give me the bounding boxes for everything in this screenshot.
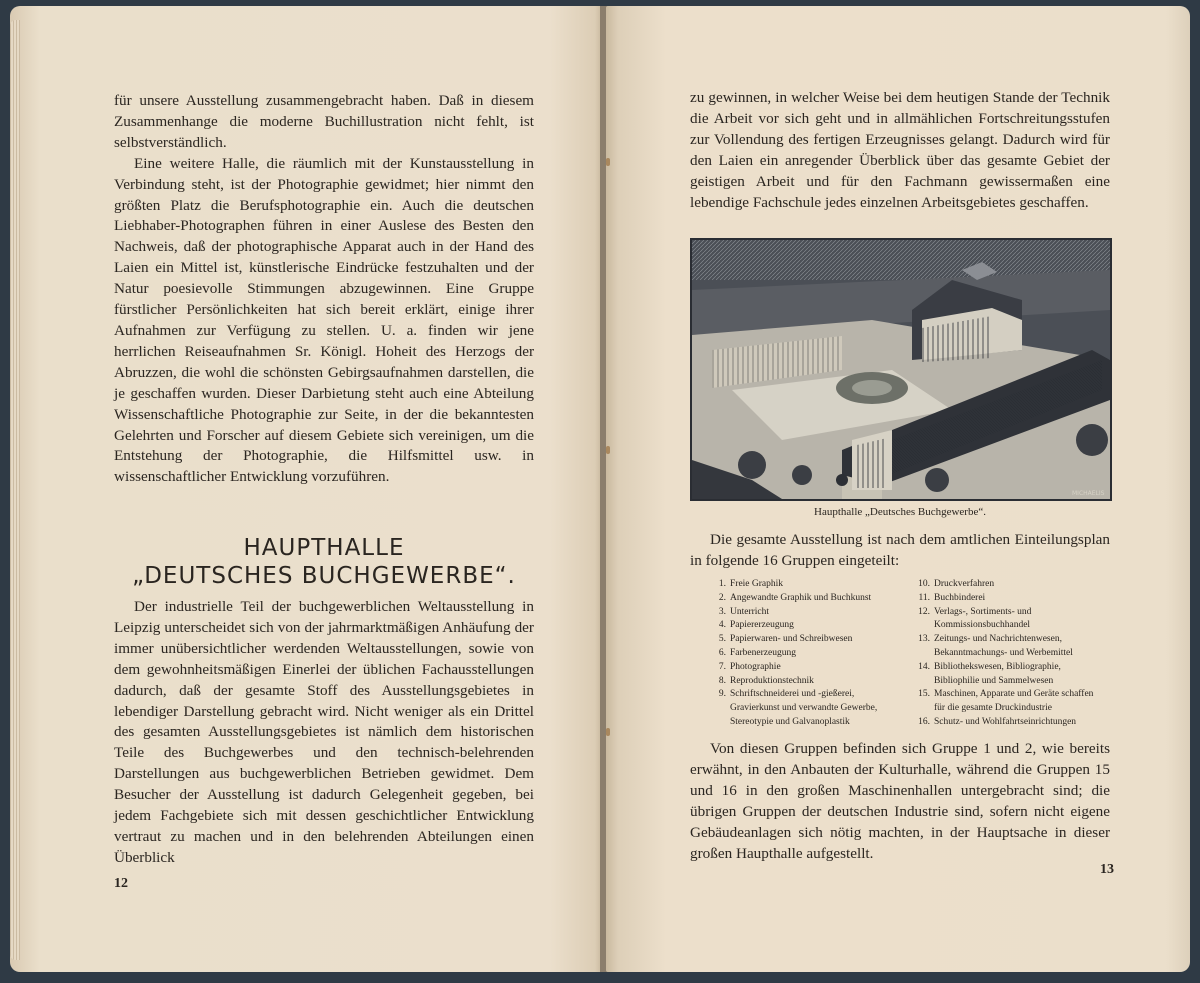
- group-number: 11.: [918, 592, 930, 603]
- group-item: [706, 633, 902, 647]
- hall-engraving: [692, 240, 1110, 499]
- groups-intro: [690, 530, 1110, 572]
- group-item: [706, 578, 902, 592]
- group-number: 9.: [718, 689, 726, 700]
- group-number: 15.: [918, 689, 930, 700]
- group-item: [910, 606, 1106, 634]
- group-label: Papierwaren- und Schreibwesen: [730, 634, 853, 645]
- group-label: Zeitungs- und Nachrichtenwesen, Bekanntmachungs- und Werbemittel: [934, 634, 1073, 658]
- group-label: Unterricht: [730, 606, 770, 617]
- group-label: Bibliothekswesen, Bibliographie, Bibliophilie und Sammelwesen: [934, 661, 1061, 686]
- group-number: 7.: [718, 661, 726, 672]
- group-item: [706, 688, 902, 729]
- group-item: [706, 619, 902, 633]
- section-heading: [114, 534, 534, 590]
- group-label: Schriftschneiderei und -gießerei, Gravierkunst und verwandte Gewerbe, Stereotypie und Galvanoplastik: [730, 689, 878, 727]
- group-item: [910, 633, 1106, 661]
- group-number: 12.: [918, 606, 930, 617]
- group-item: [910, 578, 1106, 592]
- closing-text: [690, 739, 1110, 864]
- right-page: [606, 6, 1190, 972]
- groups-column-left: [706, 578, 902, 730]
- group-item: [910, 592, 1106, 606]
- exhibition-hall-illustration: [690, 238, 1112, 501]
- left-page: [10, 6, 602, 972]
- group-number: 4.: [718, 620, 726, 631]
- group-item: [910, 716, 1106, 730]
- paper-stain: [606, 728, 610, 736]
- group-label: Verlags-, Sortiments- und Kommissionsbuchhandel: [934, 606, 1032, 631]
- group-number: 6.: [718, 647, 726, 658]
- heading-line: „DEUTSCHES BUCHGEWERBE“.: [132, 563, 516, 589]
- paper-stain: [606, 158, 610, 166]
- group-label: Druckverfahren: [934, 579, 995, 589]
- group-item: [706, 661, 902, 675]
- paragraph: Eine weitere Halle, die räumlich mit der Kunstausstellung in Verbindung steht, ist der Photographie gewidmet; hier nimmt den größten Platz die Berufsphotographie ein. Auch die deutschen Liebhaber-Photographen führen in einer Auslese des Besten den Nachweis, daß der photographische Apparat auch in der Hand des Laien ein Mittel ist, künstlerische Eindrücke festzuhalten und der Natur poesievolle Stimmungen abzugewinnen. Eine Gruppe fürstlicher Persönlichkeiten hat sich bereit erklärt, einige ihrer Aufnahmen zur Verfügung zu stellen. U. a. finden wir jene herrlichen Reiseaufnahmen Sr. Königl. Hoheit des Herzogs der Abruzzen, die wohl die schönsten Gebirgsaufnahmen darstellen, die je geschaffen wurden. Dieser Darbietung steht auch eine Abteilung Wissenschaftliche Photographie zur Seite, in der die bekanntesten Gelehrten und Forscher auf diesem Gebiete sich vereinigen, um die Entstehung der Photographie, die Hilfsmittel usw. in wissenschaftlicher Entwicklung vorzuführen.: [114, 154, 534, 486]
- page-number: 13: [1100, 862, 1114, 877]
- group-label: Schutz- und Wohlfahrtseinrichtungen: [934, 716, 1077, 727]
- group-number: 8.: [718, 675, 726, 686]
- group-label: Papiererzeugung: [730, 620, 794, 631]
- group-number: 10.: [918, 579, 930, 589]
- paragraph: Von diesen Gruppen befinden sich Gruppe 1 und 2, wie bereits erwähnt, in den Anbauten der Kulturhalle, während die Gruppen 15 und 16 in den großen Maschinenhallen untergebracht sind; die übrigen Gruppen der deutschen Industrie sind, sofern nicht eigene Gebäudeanlagen sich nötig machten, in der Hauptsache in dieser großen Haupthalle aufgestellt.: [690, 740, 1110, 862]
- group-item: [706, 675, 902, 689]
- group-number: 16.: [918, 716, 930, 727]
- group-label: Angewandte Graphik und Buchkunst: [730, 592, 872, 603]
- groups-column-right: [910, 578, 1106, 730]
- group-label: Reproduktionstechnik: [730, 675, 814, 686]
- book-spread: [10, 6, 1190, 972]
- group-label: Photographie: [730, 661, 781, 672]
- heading-line: HAUPTHALLE: [243, 535, 405, 561]
- group-label: Maschinen, Apparate und Geräte schaffen für die gesamte Druckindustrie: [934, 689, 1094, 714]
- page-edges: [10, 20, 20, 960]
- group-label: Farbenerzeugung: [730, 647, 796, 658]
- group-item: [910, 661, 1106, 689]
- paragraph: Der industrielle Teil der buchgewerblichen Weltausstellung in Leipzig unterscheidet sich von der jahrmarktmäßigen Anhäufung der immer unübersichtlicher werdenden Weltausstellungen, sowie von dem gewohnheitsmäßigen Einerlei der üblichen Fachausstellungen dadurch, daß der gesamte Stoff des Ausstellungsgebietes in lebendiger Darstellung gebracht wird. Nicht weniger als ein Drittel des gesamten Ausstellungsgebietes ist nämlich dem historischen Teile des Buchgewerbes und den technisch-belehrenden Darstellungen aus buchgewerblichen Betrieben gewidmet. Dem Besucher der Ausstellung ist dadurch Gelegenheit gegeben, bei jedem Fachgebiete sich mit dessen geschichtlicher Entwicklung vertraut zu machen und in den belehrenden Abteilungen einen Überblick: [114, 598, 534, 866]
- group-number: 1.: [718, 579, 726, 589]
- paragraph: für unsere Ausstellung zusammengebracht haben. Daß in diesem Zusammenhange die moderne Buchillustration nicht fehlt, ist selbstverständlich.: [114, 92, 534, 151]
- group-item: [706, 592, 902, 606]
- group-label: Buchbinderei: [934, 592, 986, 603]
- group-number: 2.: [718, 592, 726, 603]
- engraver-signature: MICHAELIS: [1072, 490, 1105, 497]
- paragraph: zu gewinnen, in welcher Weise bei dem heutigen Stande der Technik die Arbeit vor sich geht und in allmählichen Fortschreitungsstufen zur Vollendung des fertigen Erzeugnisses gelangt. Dadurch wird für den Laien ein anregender Überblick über das gesamte Gebiet der geistigen Arbeit und für den Fachmann gewissermaßen eine lebendige Fachschule jedes einzelnen Arbeitsgebietes geschaffen.: [690, 89, 1110, 211]
- left-top-text: [114, 91, 534, 488]
- group-item: [706, 606, 902, 620]
- left-main-text: [114, 597, 534, 869]
- group-label: Freie Graphik: [730, 579, 784, 589]
- group-item: [706, 647, 902, 661]
- group-item: [910, 688, 1106, 716]
- paragraph: Die gesamte Ausstellung ist nach dem amtlichen Einteilungsplan in folgende 16 Gruppen eingeteilt:: [690, 531, 1110, 569]
- page-number: 12: [114, 876, 128, 891]
- group-number: 14.: [918, 661, 930, 672]
- group-number: 13.: [918, 634, 930, 645]
- group-number: 5.: [718, 634, 726, 645]
- paper-stain: [606, 446, 610, 454]
- group-number: 3.: [718, 606, 726, 617]
- figure-caption: Haupthalle „Deutsches Buchgewerbe“.: [814, 506, 986, 518]
- right-top-text: [690, 88, 1110, 213]
